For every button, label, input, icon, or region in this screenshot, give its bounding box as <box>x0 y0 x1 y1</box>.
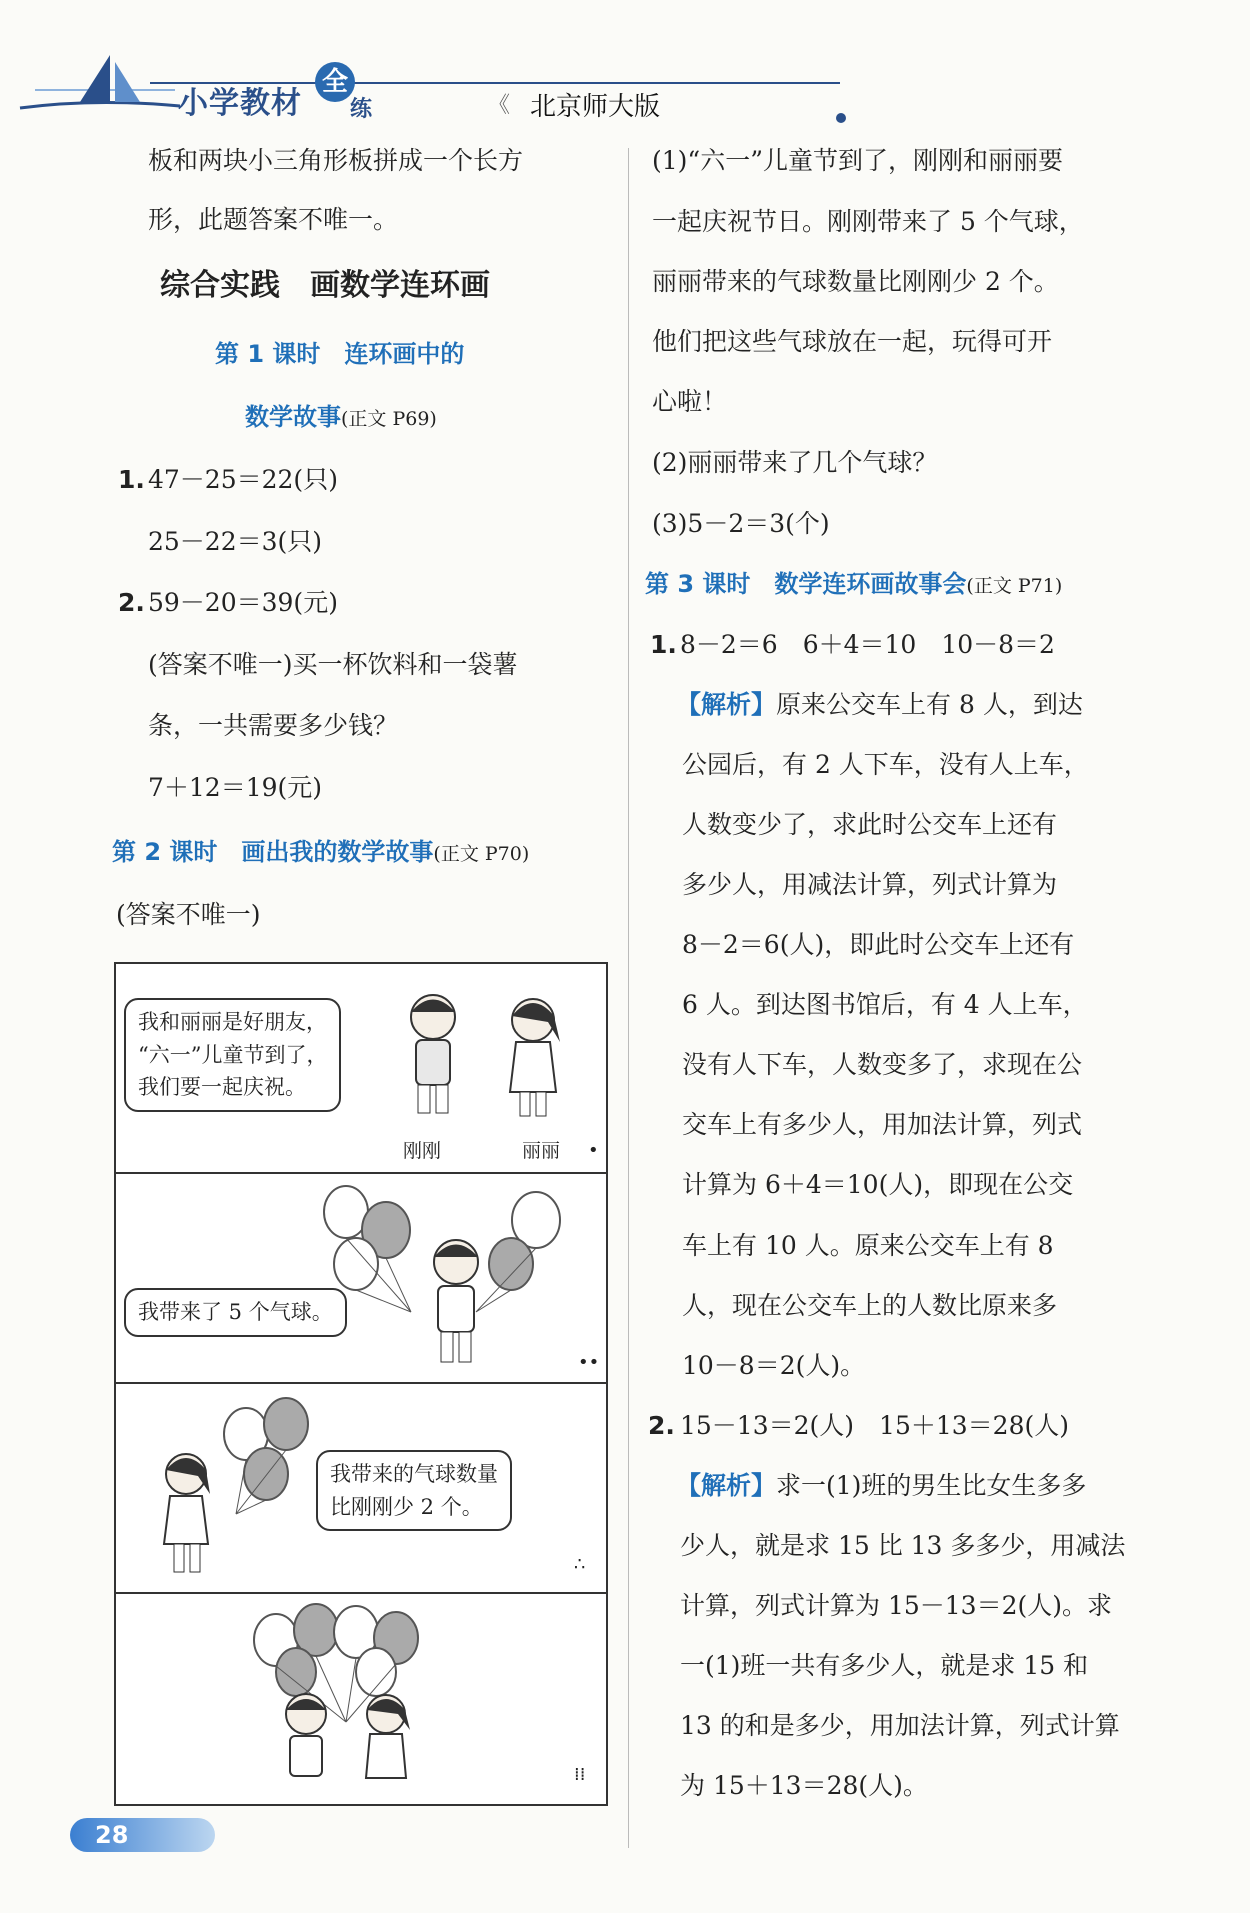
lesson-2-heading: 第 2 课时 画出我的数学故事 <box>112 838 434 866</box>
lesson-3-source: (正文 P71) <box>966 575 1063 597</box>
q1-line-b: 25－22＝3(只) <box>148 527 323 556</box>
right-line-7: (3)5－2＝3(个) <box>652 509 830 538</box>
intro-line-1: 板和两块小三角形板拼成一个长方 <box>148 146 524 175</box>
comic-panel-2 <box>116 1174 606 1384</box>
lesson-2-note: (答案不唯一) <box>116 900 261 929</box>
bubble-1-line-2: “六一”儿童节到了， <box>138 1042 328 1067</box>
intro-line-2: 形，此题答案不唯一。 <box>148 205 399 234</box>
q2-line-b: (答案不唯一)买一杯饮料和一袋薯 <box>148 650 518 679</box>
right-line-5: 心啦！ <box>652 387 728 416</box>
a2-explain-4: 一(1)班一共有多少人，就是求 15 和 <box>680 1651 1089 1680</box>
a1-explain-2: 公园后，有 2 人下车，没有人上车， <box>682 750 1089 779</box>
right-line-1: (1)“六一”儿童节到了，刚刚和丽丽要 <box>652 146 1063 175</box>
brand-suffix: 练 <box>350 97 373 122</box>
bubble-1-line-3: 我们要一起庆祝。 <box>138 1075 306 1100</box>
a1-explain-12: 10－8＝2(人)。 <box>682 1351 866 1380</box>
a2-explain-3: 计算，列式计算为 15－13＝2(人)。求 <box>680 1591 1112 1620</box>
right-line-4: 他们把这些气球放在一起，玩得可开 <box>652 327 1053 356</box>
a1-explain-11: 人，现在公交车上的人数比原来多 <box>682 1291 1058 1320</box>
comic-panel-4 <box>116 1594 606 1802</box>
speech-bubble-3 <box>316 1450 512 1531</box>
bubble-1-line-1: 我和丽丽是好朋友， <box>138 1010 327 1034</box>
lesson-2-title <box>112 838 529 867</box>
sailboat-logo-icon <box>15 50 185 120</box>
brand-title: 小学教材 <box>178 86 302 121</box>
comic-strip <box>114 962 608 1806</box>
comic-panel-3 <box>116 1384 606 1594</box>
label-gang: 刚刚 <box>403 1140 442 1162</box>
q1-line-a: 47－25＝22(只) <box>148 465 338 494</box>
a1-answer: 8－2＝6 6＋4＝10 10－8＝2 <box>680 630 1055 659</box>
a1-analysis-tag: 【解析】 <box>676 690 777 719</box>
q1-number: 1. <box>118 465 145 494</box>
edition-label: 北京师大版 <box>530 92 661 122</box>
bubble-3-line-1: 我带来的气球数量 <box>330 1462 498 1486</box>
comic-panel-1 <box>116 964 606 1174</box>
right-line-3: 丽丽带来的气球数量比刚刚少 2 个。 <box>652 267 1059 296</box>
brand-badge: 全 <box>315 62 355 102</box>
label-li: 丽丽 <box>522 1140 561 1162</box>
q2-line-d: 7＋12＝19(元) <box>148 773 323 802</box>
girl-balloons-icon <box>136 1394 316 1584</box>
a2-explain-5: 13 的和是多少，用加法计算，列式计算 <box>680 1711 1120 1740</box>
lesson-3-heading: 第 3 课时 数学连环画故事会 <box>645 570 967 598</box>
lesson-1-title-cont <box>245 403 437 432</box>
panel-3-marker: ∴ <box>574 1554 586 1575</box>
a1-explain-4: 多少人，用减法计算，列式计算为 <box>682 870 1058 899</box>
a2-explain-1-text: 求一(1)班的男生比女生多多 <box>776 1471 1087 1500</box>
bubble-3-line-2: 比刚刚少 2 个。 <box>330 1494 483 1519</box>
chevron-left-icon: 《 <box>488 93 511 118</box>
boy-girl-illustration-icon <box>388 982 588 1132</box>
a2-analysis-tag: 【解析】 <box>676 1471 777 1500</box>
speech-bubble-2 <box>124 1288 347 1337</box>
page-number-tab <box>70 1818 215 1852</box>
a2-explain-6: 为 15＋13＝28(人)。 <box>680 1771 928 1800</box>
a2-number: 2. <box>648 1411 675 1440</box>
q2-number: 2. <box>118 588 145 617</box>
a1-explain-3: 人数变少了，求此时公交车上还有 <box>682 810 1058 839</box>
panel-2-marker: •• <box>578 1352 600 1373</box>
panel-4-marker: ⁞⁞ <box>574 1764 586 1785</box>
a2-explain-1 <box>676 1471 1086 1501</box>
a2-explain-2: 少人，就是求 15 比 13 多多少，用减法 <box>680 1531 1126 1560</box>
right-line-6: (2)丽丽带来了几个气球？ <box>652 448 938 477</box>
lesson-1-title: 第 1 课时 连环画中的 <box>215 340 465 368</box>
section-title: 综合实践 画数学连环画 <box>160 268 490 303</box>
boy-balloons-icon <box>316 1182 596 1372</box>
q2-line-a: 59－20＝39(元) <box>148 588 338 617</box>
q2-line-c: 条，一共需要多少钱？ <box>148 711 399 740</box>
column-divider <box>628 148 629 1848</box>
a1-number: 1. <box>650 630 677 659</box>
header-rule-dot <box>836 113 846 123</box>
lesson-3-title <box>645 570 1062 599</box>
lesson-2-source: (正文 P70) <box>433 843 530 865</box>
a1-explain-5: 8－2＝6(人)，即此时公交车上还有 <box>682 930 1075 959</box>
children-together-icon <box>236 1602 456 1797</box>
lesson-1-subtitle: 数学故事 <box>245 403 341 431</box>
page-header <box>0 40 860 130</box>
panel-1-marker: • <box>588 1140 599 1161</box>
a1-explain-6: 6 人。到达图书馆后，有 4 人上车， <box>682 990 1088 1019</box>
a1-explain-7: 没有人下车，人数变多了，求现在公 <box>682 1050 1083 1079</box>
page-number: 28 <box>95 1821 129 1849</box>
a1-explain-1-text: 原来公交车上有 8 人，到达 <box>776 690 1083 719</box>
a2-answer: 15－13＝2(人) 15＋13＝28(人) <box>680 1411 1069 1440</box>
a1-explain-10: 车上有 10 人。原来公交车上有 8 <box>682 1231 1054 1260</box>
lesson-1-source: (正文 P69) <box>341 408 437 430</box>
speech-bubble-1 <box>124 998 341 1112</box>
a1-explain-1 <box>676 690 1083 720</box>
right-line-2: 一起庆祝节日。刚刚带来了 5 个气球， <box>652 207 1084 236</box>
a1-explain-9: 计算为 6＋4＝10(人)，即现在公交 <box>682 1170 1074 1199</box>
a1-explain-8: 交车上有多少人，用加法计算，列式 <box>682 1110 1083 1139</box>
bubble-2-line-1: 我带来了 5 个气球。 <box>138 1300 333 1324</box>
